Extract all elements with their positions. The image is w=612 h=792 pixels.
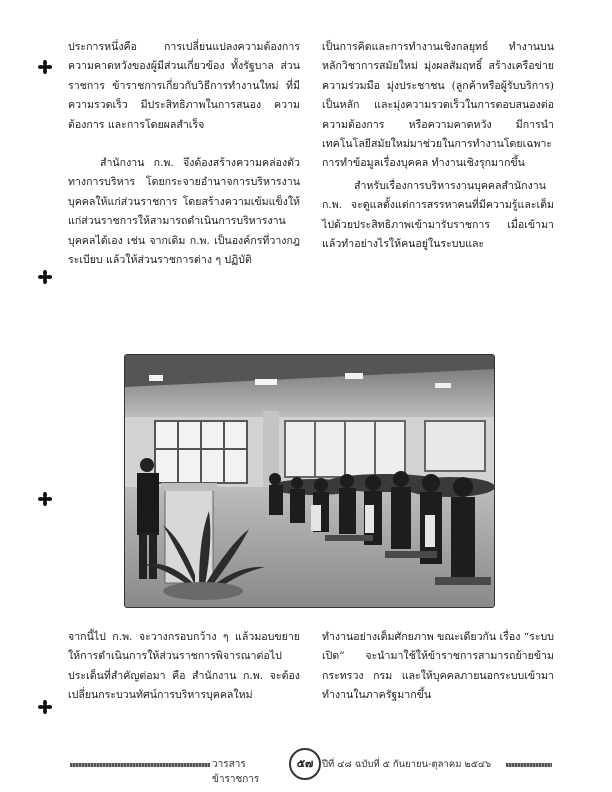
text-column-bottom-right	[322, 628, 554, 706]
flower-ornament-icon	[38, 492, 52, 506]
text-column-top-right	[322, 38, 554, 254]
paragraph: จากนี้ไป ก.พ. จะวางกรอบกว้าง ๆ แล้วมอบขยายให้การดำเนินการให้ส่วนราชการพิจารณาต่อไป ประเด็นที่สำคัญต่อมา คือ สำนักงาน ก.พ. จะต้องเปลี่ยนกระบวนทัศน์การบริหารบุคคลใหม่	[68, 631, 300, 702]
paragraph: สำนักงาน ก.พ. จึงต้องสร้างความคล่องตัวทางการบริหาร โดยกระจายอำนาจการบริหารงานบุคคลให้แก่ส่วนราชการ โดยสร้างความเข้มแข็งให้แก่ส่วนราชการให้สามารถดำเนินการบริหารงานบุคคลได้เอง เช่น จากเดิม ก.พ. เป็นองค์กรที่วางกฎ ระเบียบ แล้วให้ส่วนราชการต่าง ๆ ปฏิบัติ	[68, 157, 300, 267]
seminar-photo	[124, 354, 495, 608]
magazine-name: วารสารข้าราชการ	[212, 759, 260, 785]
paragraph: ประการหนึ่งคือ การเปลี่ยนแปลงความต้องการ ความคาดหวังของผู้มีส่วนเกี่ยวข้อง ทั้งรัฐบาล ส่วนราชการ ข้าราชการเกี่ยวกับวิธีการทำงานใหม่ ที่มีความรวดเร็ว มีประสิทธิภาพในการสนอง ความต้องการ และการโดยผลสำเร็จ	[68, 41, 300, 131]
flower-ornament-icon	[38, 700, 52, 714]
flower-ornament-icon	[38, 60, 52, 74]
seminar-photo-illustration	[125, 355, 494, 607]
text-column-bottom-left	[68, 628, 300, 706]
footer-rule-right	[506, 763, 552, 767]
page-footer	[0, 754, 612, 785]
paragraph: เป็นการคิดและการทำงานเชิงกลยุทธ์ ทำงานบนหลักวิชาการสมัยใหม่ มุ่งผลสัมฤทธิ์ สร้างเครือข่ายความร่วมมือ มุ่งประชาชน (ลูกค้าหรือผู้รับบริการ) เป็นหลัก และมุ่งความรวดเร็วในการตอบสนองต่อความต้องการ หรือความคาดหวัง มีการนำเทคโนโลยีสมัยใหม่มาช่วยในการทำงานโดยเฉพาะการทำข้อมูลเรื่องบุคคล ทำงานเชิงรุกมากขึ้น	[322, 41, 554, 170]
footer-rule-left	[70, 763, 210, 767]
flower-ornament-icon	[38, 270, 52, 284]
page-number: ๕๗	[289, 748, 321, 780]
text-column-top-left	[68, 38, 300, 270]
paragraph: สำหรับเรื่องการบริหารงานบุคคลสำนักงาน ก.พ. จะดูแลตั้งแต่การสรรหาคนที่มีความรู้และเต็มไปด้วยประสิทธิภาพเข้ามารับราชการ เมื่อเข้ามาแล้วทำอย่างไรให้คนอยู่ในระบบและ	[322, 179, 554, 251]
paragraph: ทำงานอย่างเต็มศักยภาพ ขณะเดียวกัน เรื่อง “ระบบเปิด” จะนำมาใช้ให้ข้าราชการสามารถย้ายข้ามกระทรวง กรม และให้บุคคลภายนอกระบบเข้ามาทำงานในภาครัฐมากขึ้น	[322, 631, 554, 702]
issue-info: ปีที่ ๔๘ ฉบับที่ ๕ กันยายน-ตุลาคม ๒๕๔๖	[322, 759, 492, 770]
